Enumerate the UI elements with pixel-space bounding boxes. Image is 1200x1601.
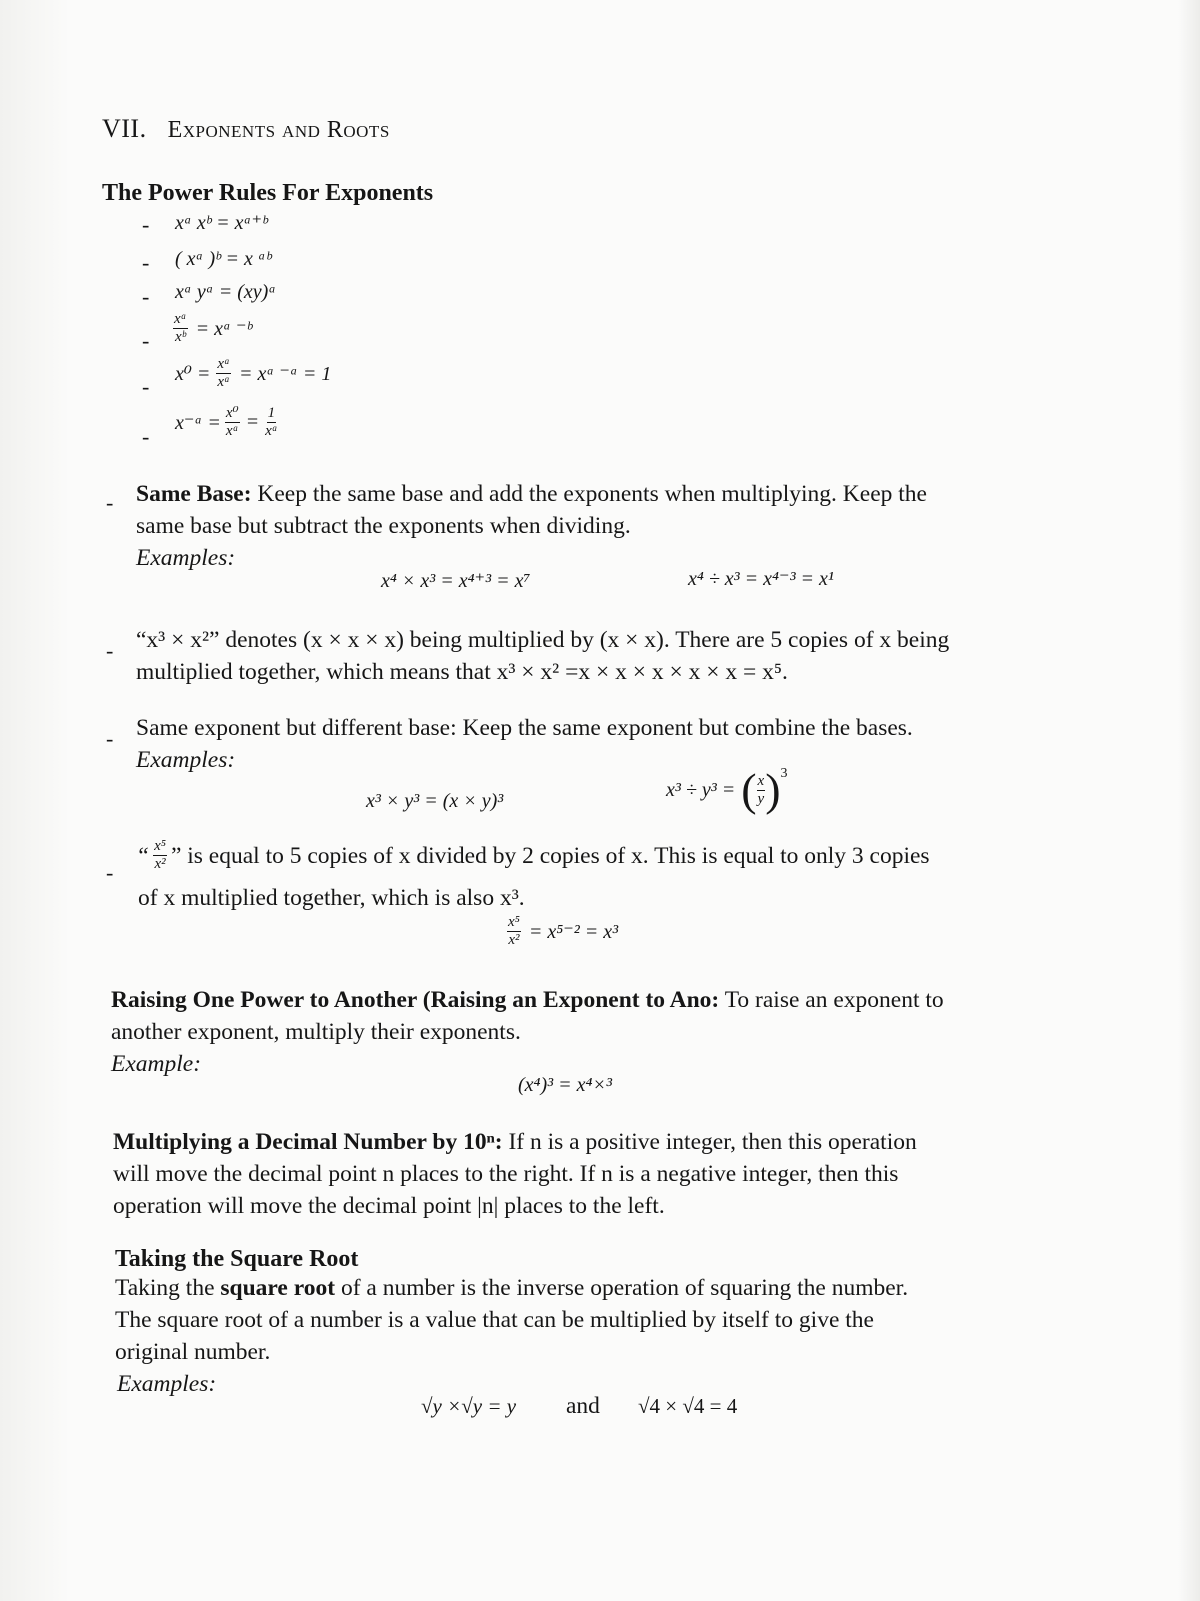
square-root-post: of a number is the inverse operation of squaring the number.: [335, 1275, 909, 1301]
item-bullet: -: [106, 726, 114, 751]
square-root-examples-label: Examples:: [117, 1371, 217, 1397]
scan-shadow-right: [1178, 0, 1200, 1601]
fraction-copies-line2: of x multiplied together, which is also x³.: [138, 885, 525, 911]
square-root-and: and: [566, 1393, 600, 1419]
square-root-example-variable: √y ×√y = y: [421, 1394, 517, 1418]
square-root-heading: Taking the Square Root: [115, 1246, 359, 1272]
numerator: x⁵: [508, 914, 520, 930]
rule-bullet: -: [142, 374, 150, 399]
rule-product: xᵃ xᵇ = xᵃ⁺ᵇ: [175, 212, 268, 234]
raising-label: Raising One Power to Another (Raising an Exponent to Ano:: [111, 987, 720, 1013]
decimal-line1: [113, 1126, 917, 1158]
raising-line1: [111, 984, 944, 1016]
raising-example-equation: (x⁴)³ = x⁴×³: [518, 1074, 612, 1096]
denominator: xᵃ: [265, 423, 278, 439]
same-base-label: Same Base:: [136, 481, 252, 507]
section-title: [102, 114, 390, 144]
numerator: x⁵: [154, 838, 166, 854]
same-base-line2: same base but subtract the exponents when dividing.: [136, 513, 631, 539]
fraction-copies-equation: [505, 914, 618, 949]
equals: =: [245, 411, 260, 433]
fraction: [173, 311, 188, 346]
fraction: [225, 405, 240, 440]
fraction-copies-line1: [136, 838, 930, 873]
fraction: [153, 838, 167, 873]
denominator: xᵇ: [174, 329, 186, 345]
copies-line2: multiplied together, which means that x³ × x² =x × x × x × x × x = x⁵.: [136, 659, 788, 685]
square-root-line1: [115, 1272, 908, 1304]
same-exponent-line1: Same exponent but different base: Keep the same exponent but combine the bases.: [136, 715, 913, 741]
same-exponent-example-divide: [666, 764, 788, 815]
section-numeral: VII.: [102, 114, 147, 143]
decimal-label: Multiplying a Decimal Number by 10ⁿ:: [113, 1129, 503, 1155]
item-bullet: -: [106, 860, 114, 885]
same-base-example-divide: x⁴ ÷ x³ = x⁴⁻³ = x¹: [688, 568, 834, 590]
numerator: 1: [267, 405, 276, 421]
rule-power-of-power: ( xᵃ )ᵇ = x ᵃᵇ: [175, 248, 272, 270]
rule-quotient: [171, 311, 252, 346]
rule-bullet: -: [142, 328, 150, 353]
equation-rhs: = x⁵⁻² = x³: [528, 921, 619, 943]
rule-bullet: -: [142, 284, 150, 309]
same-exponent-examples-label: Examples:: [136, 747, 236, 773]
decimal-text: If n is a positive integer, then this operation: [502, 1129, 917, 1155]
square-root-line2: The square root of a number is a value that can be multiplied by itself to give the: [115, 1307, 874, 1333]
rule-bullet: -: [142, 212, 150, 237]
scan-shadow-left: [0, 0, 70, 1601]
rule-bullet: -: [142, 424, 150, 449]
negative-lhs: x⁻ᵃ =: [175, 412, 221, 434]
divide-lhs: x³ ÷ y³ =: [666, 778, 736, 801]
square-root-line3: original number.: [115, 1339, 271, 1365]
rule-same-exponent: xᵃ yᵃ = (xy)ᵃ: [175, 281, 277, 303]
open-quote: “: [136, 842, 150, 869]
numerator: xᵃ: [174, 311, 187, 327]
same-exponent-example-multiply: x³ × y³ = (x × y)³: [366, 790, 504, 812]
denominator: xᵃ: [225, 423, 239, 439]
decimal-line3: operation will move the decimal point |n| places to the left.: [113, 1193, 665, 1219]
fraction: [507, 914, 521, 949]
denominator: x²: [508, 932, 520, 948]
rule-zero-exponent: [175, 356, 331, 391]
square-root-term: square root: [220, 1275, 336, 1301]
exponent: 3: [780, 766, 788, 781]
item-bullet: -: [106, 490, 114, 515]
quotient-rhs: = xᵃ ⁻ᵇ: [195, 318, 252, 340]
fraction: [757, 773, 766, 808]
rule-bullet: -: [142, 250, 150, 275]
denominator: xᵃ: [217, 374, 231, 390]
denominator: y: [757, 790, 765, 807]
fraction: [265, 405, 278, 440]
denominator: x²: [154, 856, 166, 872]
numerator: x: [757, 772, 765, 789]
same-base-text: Keep the same base and add the exponents when multiplying. Keep the: [257, 481, 927, 507]
fraction-copies-text: ” is equal to 5 copies of x divided by 2 copies of x. This is equal to only 3 copies: [170, 842, 930, 869]
raising-line2: another exponent, multiply their exponents.: [111, 1019, 521, 1045]
copies-line1: “x³ × x²” denotes (x × x × x) being multiplied by (x × x). There are 5 copies of x being: [136, 627, 950, 653]
numerator: x⁰: [225, 405, 239, 421]
left-paren: (: [741, 764, 757, 815]
power-rules-heading: The Power Rules For Exponents: [102, 180, 434, 206]
same-base-examples-label: Examples:: [136, 545, 236, 571]
decimal-line2: will move the decimal point n places to the right. If n is a negative integer, then this: [113, 1161, 899, 1187]
item-bullet: -: [106, 638, 114, 663]
raising-text: To raise an exponent to: [719, 987, 944, 1013]
same-base-example-multiply: x⁴ × x³ = x⁴⁺³ = x⁷: [381, 570, 531, 592]
fraction: [216, 356, 231, 391]
zero-rhs: = xᵃ ⁻ᵃ = 1: [239, 363, 332, 385]
right-paren: ): [765, 764, 781, 815]
section-title-text: Exponents and Roots: [167, 117, 390, 143]
rule-negative-exponent: [175, 405, 280, 440]
raising-example-label: Example:: [111, 1051, 202, 1077]
zero-lhs: x⁰ =: [175, 363, 211, 385]
square-root-pre: Taking the: [115, 1275, 221, 1301]
same-base-line1: [136, 478, 927, 510]
numerator: xᵃ: [217, 356, 231, 372]
square-root-example-number: √4 × √4 = 4: [638, 1394, 738, 1418]
